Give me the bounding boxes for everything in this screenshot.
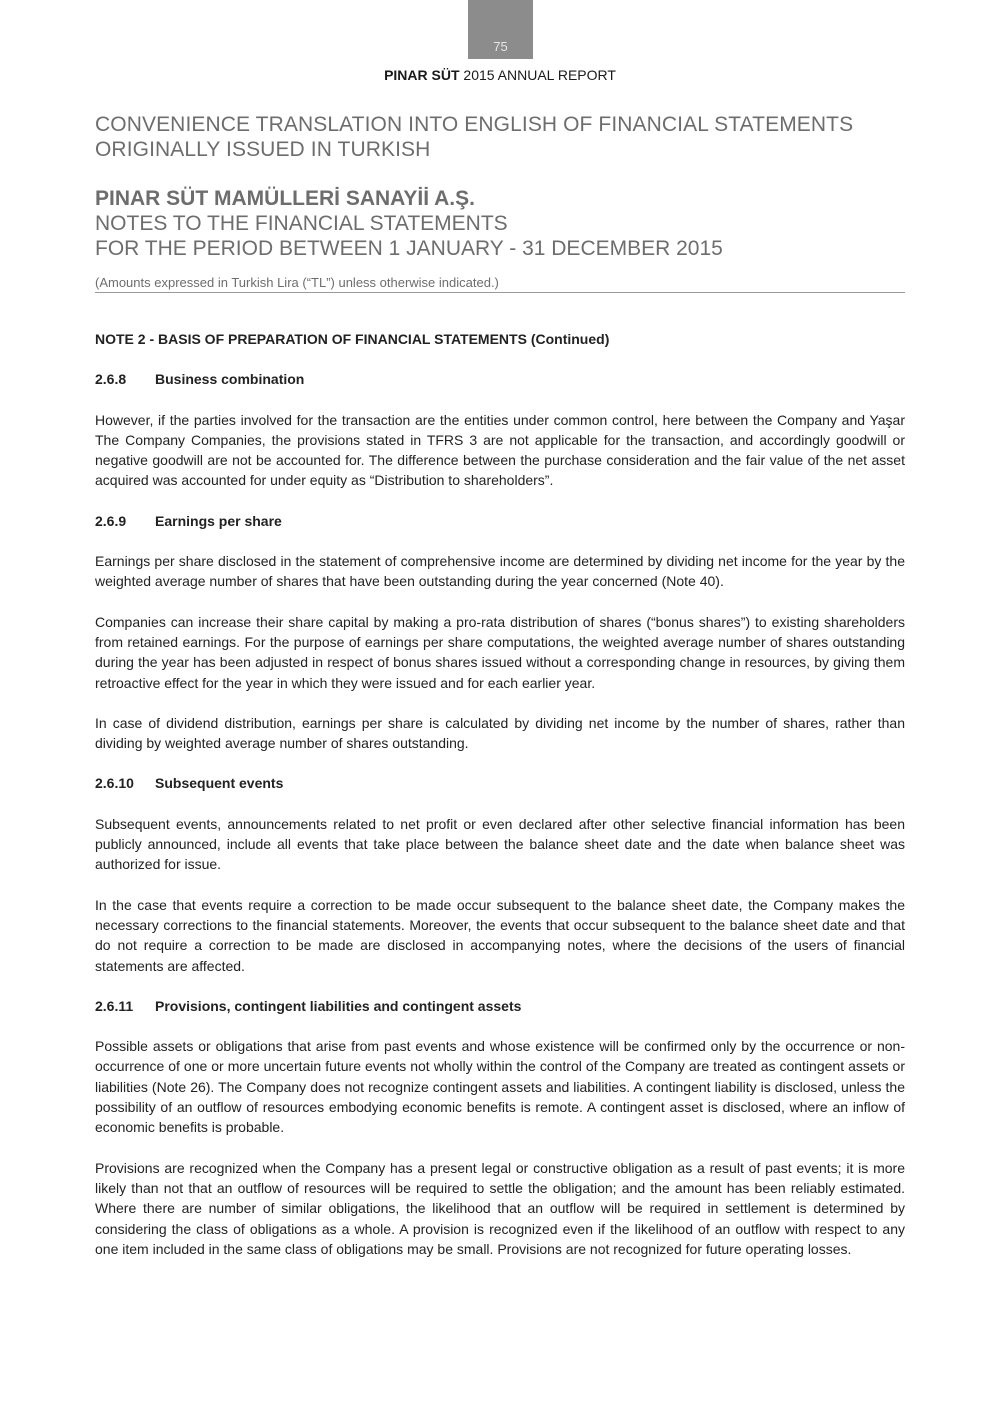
header-divider — [95, 292, 905, 293]
paragraph: Possible assets or obligations that arise from past events and whose existence will be confirmed only by the occurrence or non-occurrence of one or more uncertain future events not wholly within the control of the Company are treated as contingent assets or liabilities (Note 26). The Company does not recognize contingent assets and liabilities. A contingent liability is disclosed, unless the possibility of an outflow of resources embodying economic benefits is remote. A contingent asset is disclosed, where an inflow of economic benefits is probable. — [95, 1038, 905, 1136]
section-heading — [95, 773, 905, 793]
section-number: 2.6.9 — [95, 512, 127, 529]
convenience-title — [95, 112, 905, 162]
paragraph: However, if the parties involved for the transaction are the entities under common control, here between the Company and Yaşar The Company Companies, the provisions stated in TFRS 3 are not applicable for the transaction, and accordingly goodwill or negative goodwill are not be accounted for. The difference between the purchase consideration and the fair value of the net asset acquired was accounted for under equity as “Distribution to shareholders”. — [95, 411, 905, 489]
page-number-tab — [468, 0, 533, 59]
convenience-title-line1: CONVENIENCE TRANSLATION INTO ENGLISH OF FINANCIAL STATEMENTS — [95, 113, 854, 136]
subtitle-line1: NOTES TO THE FINANCIAL STATEMENTS — [95, 212, 508, 235]
report-brand: PINAR SÜT — [384, 67, 460, 83]
statement-subtitle — [95, 211, 905, 261]
report-title: 2015 ANNUAL REPORT — [463, 67, 616, 83]
section-number: 2.6.10 — [95, 775, 134, 792]
paragraph: Companies can increase their share capital by making a pro-rata distribution of shares (“bonus shares”) to existing shareholders from retained earnings. For the purpose of earnings per share computations, the weighted average number of shares outstanding during the year has been adjusted in respect of bonus shares issued without a corresponding change in resources, by giving them retroactive effect for the year in which they were issued and for each earlier year. — [95, 613, 905, 691]
section-title: Business combination — [155, 371, 305, 388]
note-title: NOTE 2 - BASIS OF PREPARATION OF FINANCIAL STATEMENTS (Continued) — [95, 331, 610, 347]
section-title: Subsequent events — [155, 775, 284, 792]
section-title: Earnings per share — [155, 512, 282, 529]
section-heading — [95, 996, 905, 1016]
paragraph: In the case that events require a correction to be made occur subsequent to the balance sheet date, the Company makes the necessary corrections to the financial statements. Moreover, the events that occur subsequent to the balance sheet date and that do not require a correction to be made are disclosed in accompanying notes, where the decisions of the users of financial statements are affected. — [95, 896, 905, 974]
paragraph: Subsequent events, announcements related to net profit or even declared after other selective financial information has been publicly announced, include all events that take place between the balance sheet date and the date when balance sheet was authorized for issue. — [95, 815, 905, 873]
paragraph: Provisions are recognized when the Company has a present legal or constructive obligation as a result of past events; it is more likely than not that an outflow of resources will be required to settle the obligation; and the amount has been reliably estimated. Where there are number of similar obligations, the likelihood that an outflow will be required in settlement is determined by considering the class of obligations as a whole. A provision is recognized even if the likelihood of an outflow with respect to any one item included in the same class of obligations may be small. Provisions are not recognized for future operating losses. — [95, 1159, 905, 1257]
subtitle-line2: FOR THE PERIOD BETWEEN 1 JANUARY - 31 DECEMBER 2015 — [95, 237, 723, 260]
company-name: PINAR SÜT MAMÜLLERİ SANAYİİ A.Ş. — [95, 187, 475, 210]
section-heading — [95, 511, 905, 531]
section-number: 2.6.11 — [95, 997, 134, 1014]
section-heading — [95, 369, 905, 389]
paragraph: Earnings per share disclosed in the statement of comprehensive income are determined by dividing net income for the year by the weighted average number of shares that have been outstanding during the year concerned (Note 40). — [95, 553, 905, 590]
convenience-title-line2: ORIGINALLY ISSUED IN TURKISH — [95, 138, 431, 161]
document-body — [95, 329, 905, 1279]
page-number: 75 — [493, 39, 508, 54]
report-header — [0, 67, 1000, 83]
section-number: 2.6.8 — [95, 371, 127, 388]
paragraph: In case of dividend distribution, earnings per share is calculated by dividing net income by the number of shares, rather than dividing by weighted average number of shares outstanding. — [95, 714, 905, 752]
amounts-note: (Amounts expressed in Turkish Lira (“TL”) unless otherwise indicated.) — [95, 275, 499, 290]
section-title: Provisions, contingent liabilities and contingent assets — [155, 997, 522, 1014]
